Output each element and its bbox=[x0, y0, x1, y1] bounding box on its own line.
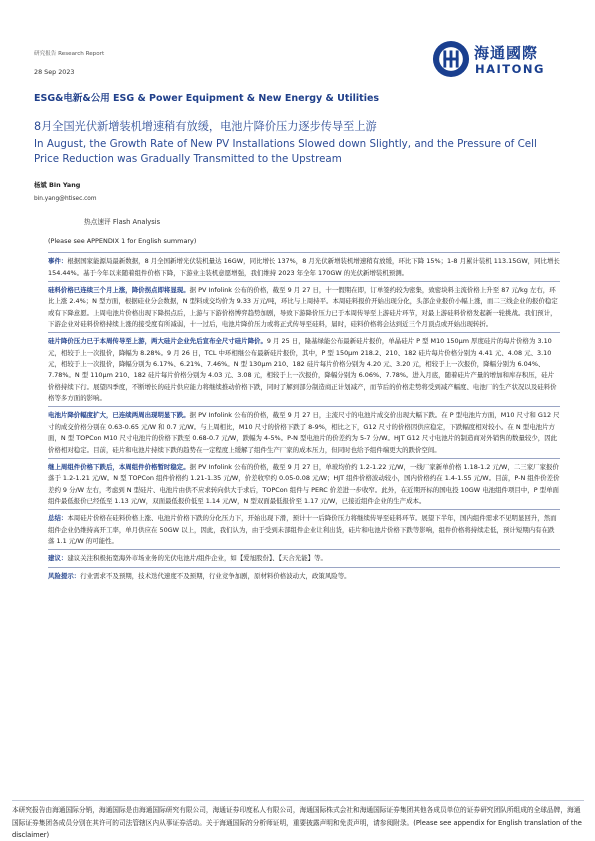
paragraph-key: 建议： bbox=[48, 554, 68, 563]
title-en: In August, the Growth Rate of New PV Installations Slowed down Slightly, and the Pressure of Cell Price Reduction was Gradually Transmitted to the Upstream bbox=[34, 138, 537, 165]
paragraph-key: 总结： bbox=[48, 514, 68, 523]
paragraph-body: 本周硅片价格在硅料价格上涨、电池片价格下跌的分化压力下，开始出现下滑，预计十一后降价压力将继续传导至硅料环节。展望下半年，国内组件需求不见明显回升，然而组件企业仍维持高开工率，单月供应在 50GW 以上，因此，我们认为，由于受到未部组件企业让利出货，硅片和电池片价格下跌等影响，组件价格将持续走低，预计短期内有在跌落 1.1 元/W 的可能性。 bbox=[48, 514, 557, 545]
english-summary-note: (Please see APPENDIX 1 for English summary) bbox=[48, 237, 197, 245]
disclaimer-footer: 本研究报告由海通国际分销，海通国际是由海通国际研究有限公司，海通证券印度私人有限公司，海通国际株式会社和海通国际证券集团其他各成员单位的证券研究团队所组成的全球品牌，海通国际证券集团各成员分别在其许可的司法管辖区内从事证券活动。关于海通国际的分析师证明，重要披露声明和免责声明，请参阅附录。(Please see appendix for English translation of the disclaimer) bbox=[12, 800, 584, 841]
paragraph-body: 建议关注积极拓宽海外市场业务的光伏电池片/组件企业，如【爱旭股份】、【天合光能】等。 bbox=[67, 554, 327, 563]
paragraph-body: 9 月 25 日，隆基绿能公布最新硅片报价，单晶硅片 P 型 M10 150μm 厚度硅片的每片价格为 3.10 元，相较于上一次报价，降幅为 8.28%。9 月 26 日，TCL 中环相继公布最新硅片报价，其中，P 型 150μm 218.2、210、182 硅片每片价格分别为 4.41 元、4.08 元、3.10 元，相较于上一次报价，降幅分别为 6.17%、6.21%、7.46%。N 型 130μm 210、182 硅片每片价格分别为 4.20 元、3.20 元，相较于上一次报价，降幅分别为 6.04%、7.78%。N 型 110μm 210、182 硅片每片价格分别为 4.03 元、3.08 元，相较于上一次报价，降幅分别为 6.06%、7.78%。进入月底，随着硅片产量的增加和库存积压，硅片价格持续下行。展望四季度，不断增长的硅片供应能力将继续推动价格下跌，同时了解到部分制造商正计划减产，而节后的价格走势将受到减产幅度、电池厂的生产状况以及硅料价格等多方面的影响。 bbox=[48, 337, 557, 403]
paragraph-recommendation bbox=[48, 549, 560, 564]
paragraph-lead: 电池片降价幅度扩大，已连续两周出现明显下跌。 bbox=[48, 411, 190, 420]
report-title bbox=[34, 118, 564, 167]
paragraph-body: 据 PV Infolink 公布的价格，截至 9 月 27 日，十一假期在即，订单签约较为密集，致密块料主流价格上升至 87 元/kg 左右，环比上涨 2.4%；N 型方面，根据硅业分会数据，N 型料成交均价为 9.33 万元/吨，环比与上周持平。本周硅料报价开始出现分化，头部企业报价小幅上涨，而二三线企业的报价稳定或有下降意愿。上周电池片价格出现下降拐点后，上游与下游价格博弈趋势加剧，导致下游降价压力已于本周传导至上游硅片环节，对最上游硅料价格发起新一轮挑战。我们预计，下游企业对硅料价格持续上涨的接受度有所减弱，十一过后，电池片降价压力或将正式传导至硅料，届时，硅料价格将会达到近三个月顶点或开始出现转折。 bbox=[48, 286, 558, 329]
paragraph-summary bbox=[48, 509, 560, 547]
paragraph-key: 事件： bbox=[48, 257, 68, 266]
paragraph-wafer bbox=[48, 332, 560, 404]
author-name: 杨斌 Bin Yang bbox=[34, 181, 81, 189]
haitong-logo-icon bbox=[432, 40, 470, 78]
paragraph-polysilicon bbox=[48, 281, 560, 330]
paragraph-lead: 硅料价格已连续三个月上涨，降价拐点即将显现。 bbox=[48, 286, 190, 295]
author-email[interactable]: bin.yang@htisec.com bbox=[34, 196, 97, 202]
paragraph-lead: 继上周组件价格下跌后，本周组件价格暂时稳定。 bbox=[48, 462, 190, 471]
paragraph-cell bbox=[48, 406, 560, 455]
paragraph-lead: 硅片降价压力已于本周传导至上游，两大硅片企业先后宣布全尺寸硅片降价。 bbox=[48, 337, 267, 346]
paragraph-module bbox=[48, 458, 560, 507]
sector-heading: ESG&电新&公用 ESG & Power Equipment & New Energy & Utilities bbox=[34, 93, 380, 104]
paragraph-event bbox=[48, 252, 560, 279]
title-cn: 8月全国光伏新增装机增速稍有放缓，电池片降价压力逐步传导至上游 bbox=[34, 120, 377, 133]
logo-text-en: HAITONG bbox=[475, 62, 545, 76]
flash-analysis-label: 热点速评 Flash Analysis bbox=[84, 218, 161, 226]
paragraph-body: 根据国家能源局最新数据，8 月全国新增光伏装机量达 16GW，同比增长 137%，8 月光伏新增装机增速稍有放缓，环比下降 15%；1-8 月累计装机 113.15GW，同比增长 154.44%。基于今年以来随着组件价格下降，下游业主装机意愿增强，我们维持 2023 年全年 170GW 的光伏新增装机预测。 bbox=[48, 257, 560, 277]
report-date: 28 Sep 2023 bbox=[34, 67, 75, 76]
haitong-logo bbox=[432, 40, 562, 80]
paragraph-key: 风险提示： bbox=[48, 571, 81, 580]
report-header bbox=[34, 50, 104, 77]
paragraph-body: 据 PV Infolink 公布的价格，截至 9 月 27 日，单玻均价约 1.2-1.22 元/W，一线厂家新单价格 1.18-1.2 元/W，二三家厂家报价落于 1.2-1.21 元/W。N 型 TOPCon 组件价格约 1.21-1.35 元/W，价差收窄约 0.05-0.08 元/W；HJT 组件价格波动较小，国内价格约在 1.4-1.55 元/W。目前，P-N 组件价差价差约 9 分/W 左右，考虑到 N 型硅片、电池片由供不应求转向供大于求后，TOPCon 组件与 PERC 价差进一步收窄。此外，在近期开标的国电投 10GW 电池组件项目中，P 型单面组件最低报价已经低至 1.13 元/W，双面最低报价低至 1.14 元/W，N 型双面最低报价至 1.17 元/W，已接近组件企业的生产成本。 bbox=[48, 462, 560, 505]
report-body bbox=[48, 236, 560, 584]
logo-text-cn: 海通國際 bbox=[474, 44, 539, 62]
report-label: 研究报告 Research Report bbox=[34, 51, 105, 57]
paragraph-body: 据 PV Infolink 公布的价格，截至 9 月 27 日，主流尺寸的电池片成交价出现大幅下跌。在 P 型电池片方面，M10 尺寸和 G12 尺寸的成交价格分别在 0.63-0.65 元/W 和 0.7 元/W。与上周相比，M10 尺寸的价格下跌了 8-9%，相比之下，G12 尺寸的价格因供应稳定，下跌幅度相对较小。在 N 型电池片方面，N 型 TOPCon M10 尺寸电池片的价格下跌至 0.68-0.7 元/W，跌幅为 4-5%。P-N 型电池片的价差约为 5-7 分/W。HJT G12 尺寸电池片的制造商对外销售的数量较少，因此价格相对稳定。目前，硅片和电池片持续下跌的趋势在一定程度上缓解了组件生产厂家的成本压力，但同时也给予组件端更大的跌价空间。 bbox=[48, 411, 560, 454]
paragraph-risk bbox=[48, 567, 560, 582]
paragraph-body: 行业需求不及预期，技术迭代速度不及预期，行业竞争加剧，原材料价格波动大，政策风险等。 bbox=[80, 571, 351, 580]
